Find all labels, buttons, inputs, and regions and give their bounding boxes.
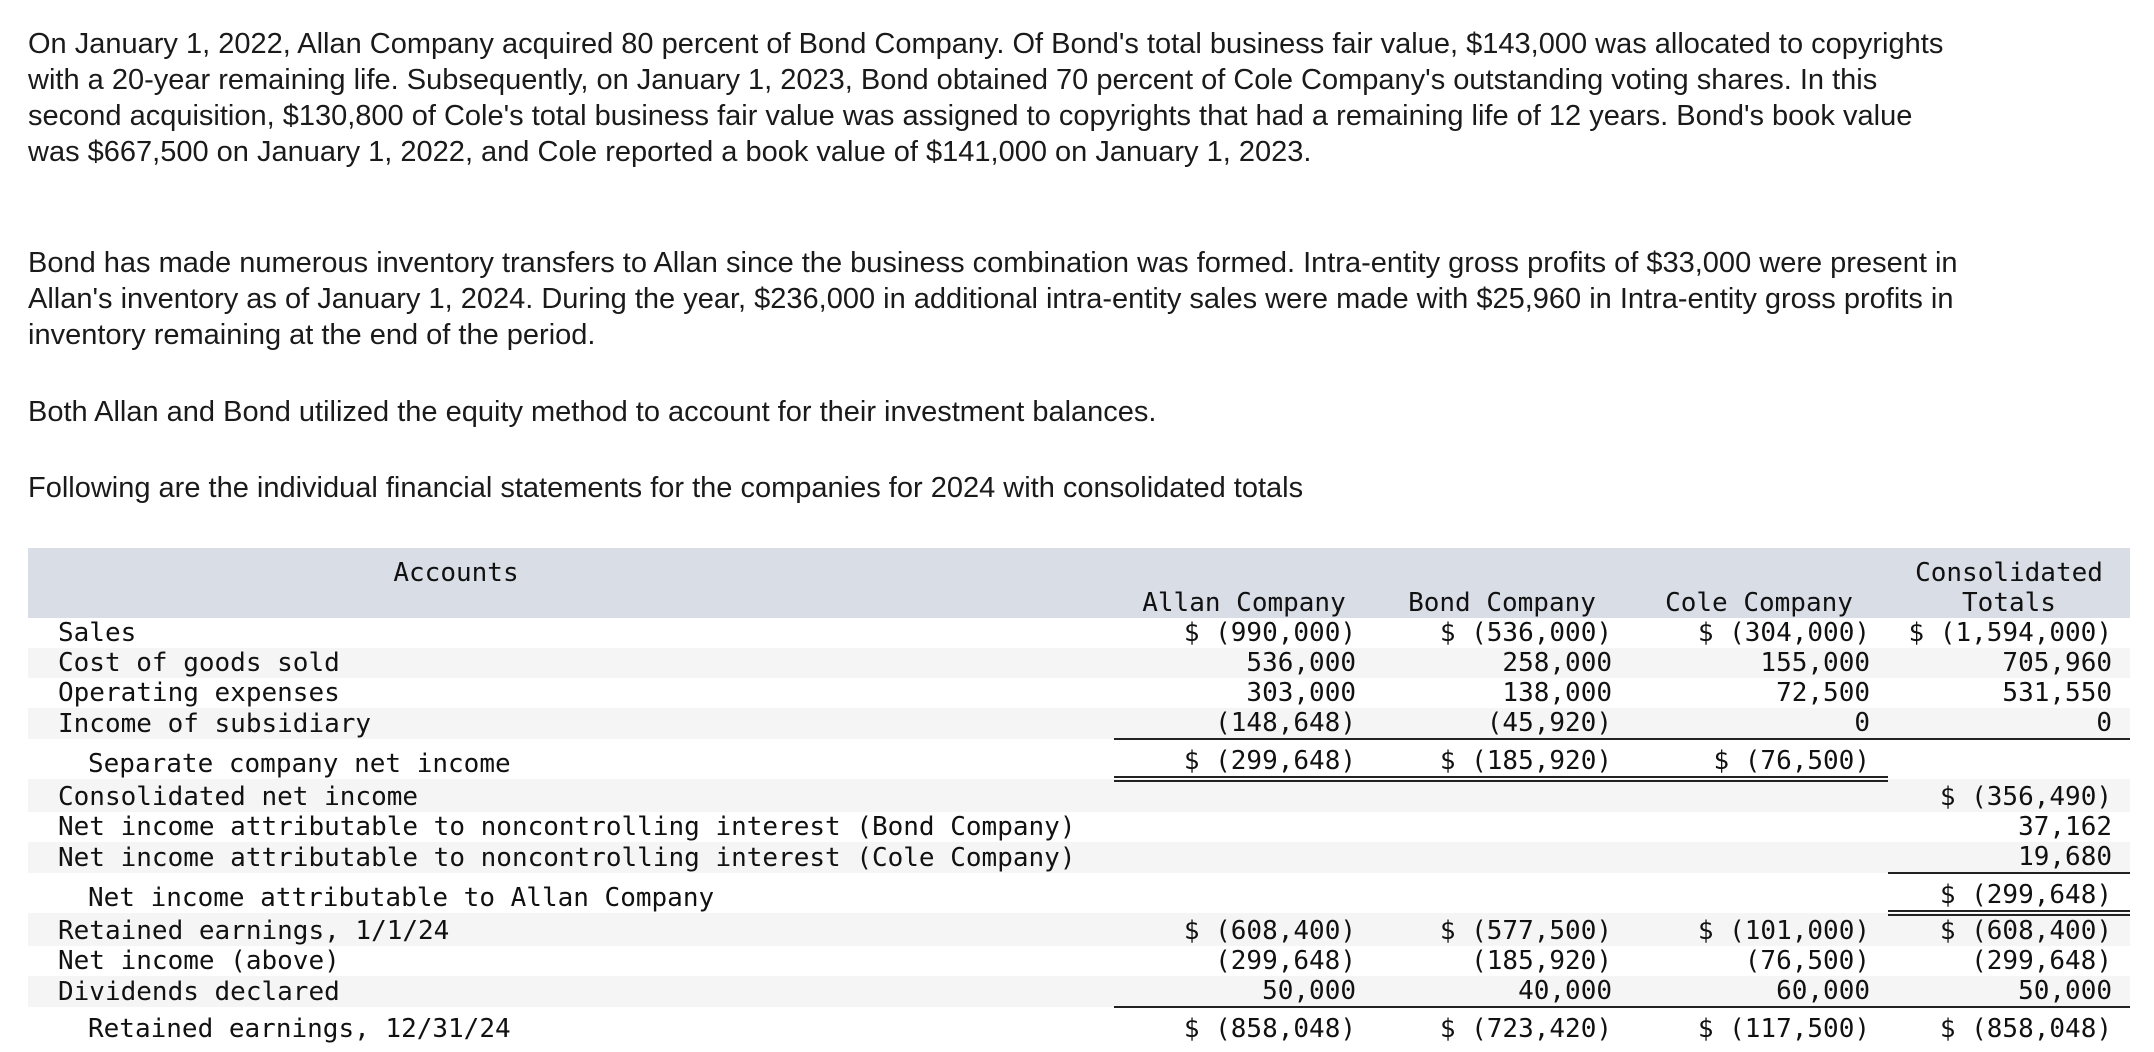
row-account-label: Sales [58,618,137,648]
consolidated-value [1888,739,2130,779]
consolidated-value: 37,162 [2018,812,2112,842]
consolidated-value: 705,960 [2002,648,2112,678]
financial-statements-table [28,548,2130,1044]
consolidated-value: 0 [1888,708,2130,739]
consolidated-value: $ (356,490) [1939,782,2112,812]
bond-value [1374,842,1630,873]
table-row [28,648,2130,678]
cole-value: 60,000 [1630,976,1888,1007]
bond-value [1374,779,1630,812]
allan-value: (148,648) [1114,708,1374,739]
consolidated-value: $ (858,048) [1939,1014,2112,1044]
consolidated-value: 50,000 [1888,976,2130,1007]
row-account-label: Net income attributable to noncontrolling interest (Cole Company) [58,843,1076,873]
table-row [28,708,2130,739]
consolidated-value: (299,648) [1971,946,2112,976]
allan-value [1114,842,1374,873]
consolidated-value: $ (608,400) [1939,916,2112,946]
consolidated-value: $ (1,594,000) [1908,618,2112,648]
bond-value: $ (185,920) [1374,739,1630,779]
row-account-label: Net income attributable to Allan Company [88,883,715,913]
bond-value: (185,920) [1471,946,1612,976]
table-row [28,739,2130,779]
table-row [28,976,2130,1007]
row-account-label: Income of subsidiary [58,709,372,739]
allan-value: $ (858,048) [1183,1014,1356,1044]
cole-value: 155,000 [1760,648,1870,678]
row-account-label: Retained earnings, 1/1/24 [58,916,450,946]
cole-value: $ (117,500) [1697,1014,1870,1044]
table-row [28,1007,2130,1044]
cole-value: (76,500) [1744,946,1870,976]
cole-value [1630,873,1888,913]
bond-value [1374,812,1630,842]
row-account-label: Consolidated net income [58,782,419,812]
row-account-label: Retained earnings, 12/31/24 [88,1014,511,1044]
allan-value [1114,873,1374,913]
bond-value: $ (723,420) [1439,1014,1612,1044]
allan-value: $ (990,000) [1183,618,1356,648]
table-row [28,946,2130,976]
table-row [28,678,2130,708]
bond-value: $ (536,000) [1439,618,1612,648]
table-header-row [28,548,2130,618]
table-row [28,842,2130,873]
cole-value [1630,779,1888,812]
header-bond-company: Bond Company [1408,588,1596,618]
header-allan-company: Allan Company [1142,588,1346,618]
bond-value: 258,000 [1502,648,1612,678]
consolidated-value: $ (299,648) [1888,873,2130,913]
allan-value: (299,648) [1215,946,1356,976]
intro-paragraph-2: Bond has made numerous inventory transfers to Allan since the business combination was formed. Intra-entity gross profits of $33,000 were present in Allan's inventory as of January 1, 2024. During the year, $236,000 in additional intra-entity sales were made with $25,960 in Intra-entity gross profits in inventory remaining at the end of the period. [28,247,1958,351]
consolidated-value: 531,550 [2002,678,2112,708]
intro-paragraph-3: Both Allan and Bond utilized the equity method to account for their investment balances. [28,396,1157,428]
bond-value: 40,000 [1374,976,1630,1007]
header-consolidated-totals: Consolidated Totals [1915,558,2103,618]
cole-value: $ (76,500) [1630,739,1888,779]
allan-value [1114,812,1374,842]
row-account-label: Net income (above) [58,946,340,976]
row-account-label: Cost of goods sold [58,648,340,678]
cole-value [1630,842,1888,873]
bond-value: 138,000 [1502,678,1612,708]
table-row [28,913,2130,946]
intro-paragraph-4: Following are the individual financial statements for the companies for 2024 with consolidated totals [28,472,1304,504]
consolidated-value: 19,680 [1888,842,2130,873]
cole-value: 0 [1630,708,1888,739]
allan-value: $ (299,648) [1114,739,1374,779]
row-account-label: Operating expenses [58,678,340,708]
allan-value: 50,000 [1114,976,1374,1007]
intro-paragraph-1: On January 1, 2022, Allan Company acquired 80 percent of Bond Company. Of Bond's total business fair value, $143,000 was allocated to copyrights with a 20-year remaining life. Subsequently, on January 1, 2023, Bond obtained 70 percent of Cole Company's outstanding voting shares. In this second acquisition, $130,800 of Cole's total business fair value was assigned to copyrights that had a remaining life of 12 years. Bond's book value was $667,500 on January 1, 2022, and Cole reported a book value of $141,000 on January 1, 2023. [28,28,1944,168]
table-row [28,873,2130,913]
cole-value [1630,812,1888,842]
cole-value: $ (101,000) [1697,916,1870,946]
row-account-label: Net income attributable to noncontrolling interest (Bond Company) [58,812,1076,842]
allan-value: $ (608,400) [1183,916,1356,946]
bond-value: (45,920) [1374,708,1630,739]
cole-value: 72,500 [1776,678,1870,708]
allan-value: 536,000 [1246,648,1356,678]
row-account-label: Dividends declared [58,977,340,1007]
row-account-label: Separate company net income [88,749,511,779]
header-accounts: Accounts [393,558,519,588]
allan-value [1114,779,1374,812]
bond-value [1374,873,1630,913]
allan-value: 303,000 [1246,678,1356,708]
bond-value: $ (577,500) [1439,916,1612,946]
table-row [28,812,2130,842]
table-row [28,618,2130,648]
header-cole-company: Cole Company [1665,588,1853,618]
table-row [28,779,2130,812]
cole-value: $ (304,000) [1697,618,1870,648]
